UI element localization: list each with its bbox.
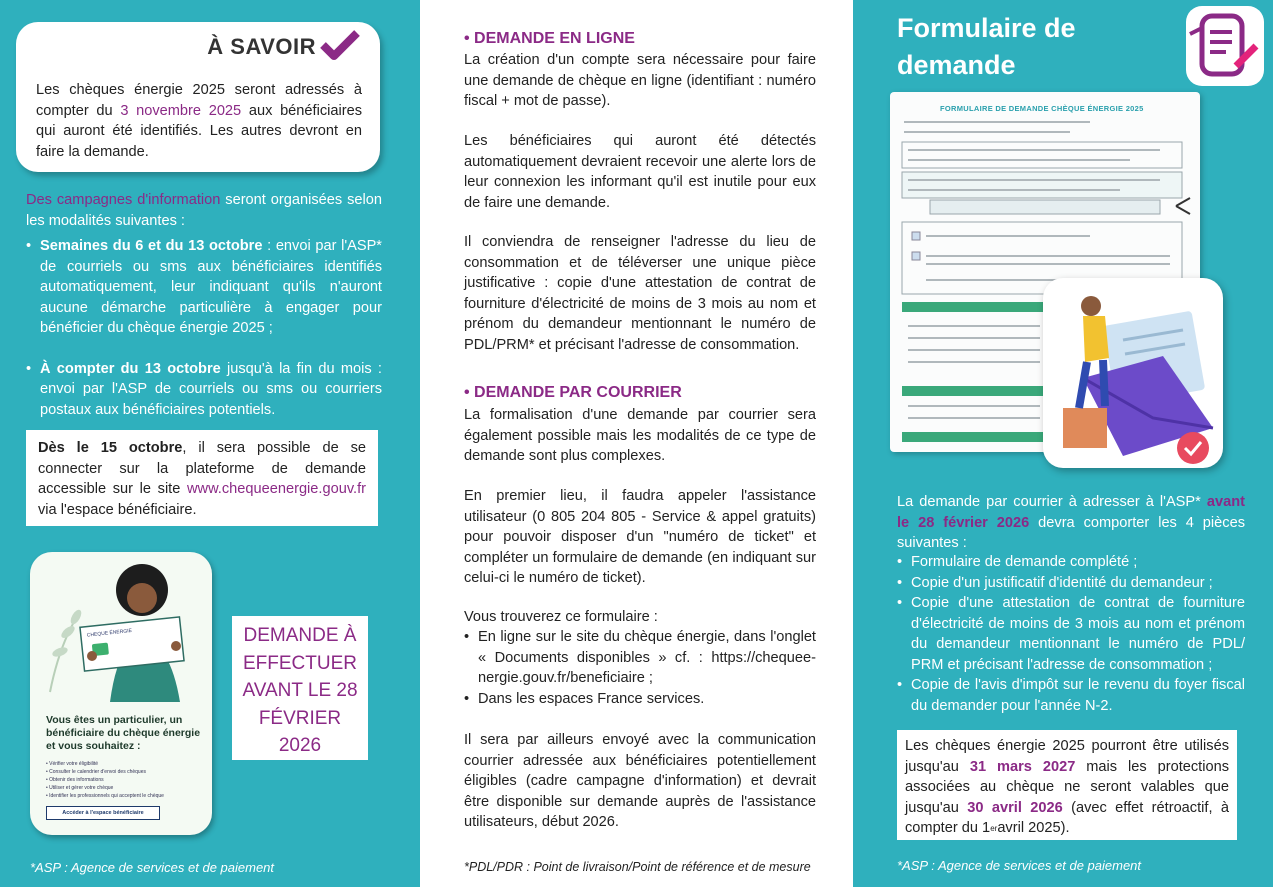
courrier-intro: La demande par courrier à adresser à l'ASP* avant le 28 février 2026 devra comporter les 4 pièces suivantes : — [897, 494, 1245, 551]
online-p3: Il conviendra de renseigner l'adresse du lieu de consommation et de téléverser une unique pièce justificative : copie d'une attestation de contrat de fourniture d'électricité de moins de 3 mois au nom et prénom du demandeur mentionnant le numéro de PDL/PRM* et précisant l'adresse de consommation. — [464, 234, 816, 353]
middle-panel — [420, 0, 853, 887]
list-item: • À compter du 13 octobre jusqu'à la fin du mois : envoi par l'ASP de courriels ou sms ou courriers postaux aux bénéficiaires potentiels. — [26, 359, 382, 421]
date-highlight: avant le 28 février 2026 — [897, 494, 1245, 531]
right-panel — [853, 0, 1273, 887]
a-savoir-box — [16, 22, 380, 172]
october-box: Dès le 15 octobre, il sera possible de se connecter sur la plateforme de demande accessible sur le site www.chequeenergie.gouv.fr via l'espace bénéficiaire. — [26, 430, 378, 526]
cheque-label: CHEQUE ÉNERGIE — [86, 627, 133, 639]
woman-holding-cheque-illustration — [30, 552, 212, 702]
a-savoir-text: Les chèques énergie 2025 seront adressés à compter du 3 novembre 2025 aux bénéficiaires qui auront été identifiés. Les autres devront en faire la demande. — [36, 82, 362, 160]
list-item: • Dans les espaces France services. — [464, 689, 816, 710]
list-item: • Utiliser et gérer votre chèque — [46, 784, 206, 792]
mail-p2: En premier lieu, il faudra appeler l'assistance utilisateur (0 805 204 805 - Service & appel gratuits) pour pouvoir disposer d'un "numéro de ticket" et compléter un formulaire de demande (en indiquant sur celui-ci le numéro de ticket). — [464, 488, 816, 586]
mail-p1: La formalisation d'une demande par courrier sera également possible mais les modalités de ce type de demande sont plus complexes. — [464, 407, 816, 464]
footnote-pdl: *PDL/PDR : Point de livraison/Point de référence et de mesure — [464, 860, 811, 874]
access-beneficiary-button: Accéder à l'espace bénéficiaire — [46, 806, 160, 820]
online-p2: Les bénéficiaires qui auront été détectés automatiquement devraient recevoir une alerte lors de leur connexion les informant qu'il est inutile pour eux de faire une demande. — [464, 133, 816, 211]
online-p1: La création d'un compte sera nécessaire pour faire une demande de chèque en ligne (identifiant : numéro fiscal + mot de passe). — [464, 52, 816, 109]
footnote-asp-right: *ASP : Agence de services et de paiement — [897, 858, 1142, 873]
envelope-illustration — [1043, 278, 1223, 468]
list-item: • Identifier les professionnels qui acceptent le chèque — [46, 792, 206, 800]
card-title: Vous êtes un particulier, un bénéficiaire du chèque énergie et vous souhaitez : — [46, 714, 201, 752]
list-item: • Copie de l'avis d'impôt sur le revenu du foyer fiscal du demander pour l'année N-2. — [897, 675, 1245, 716]
mail-p3: Vous trouverez ce formulaire : — [464, 609, 658, 625]
checkmark-icon — [320, 28, 360, 62]
list-item: • En ligne sur le site du chèque énergie, dans l'onglet « Documents disponibles » cf. : https://chequee-nergie.gouv.fr/beneficiaire ; — [464, 627, 816, 689]
list-item: • Semaines du 6 et du 13 octobre : envoi par l'ASP* de courriels ou sms aux bénéficiaires identifiés automatiquement, leur indiquant qu'ils n'auront aucune démarche particulière à engager pour bénéficier du chèque énergie 2025 ; — [26, 236, 382, 339]
pieces-list — [897, 552, 1245, 716]
website-link[interactable]: www.chequeenergie.gouv.fr — [186, 481, 366, 497]
form-document-heading: FORMULAIRE DE DEMANDE CHÈQUE ÉNERGIE 2025 — [940, 104, 1144, 113]
mail-p4: Il sera par ailleurs envoyé avec la communication courrier adressée aux bénéficiaires potentiellement éligibles (cadre campagne d'information) et devrait être disponible sur demande auprès de l'assistance utilisateurs, début 2026. — [464, 732, 816, 830]
a-savoir-title: À SAVOIR — [207, 34, 316, 59]
footnote-asp: *ASP : Agence de services et de paiement — [30, 860, 275, 875]
form-document-icon — [1186, 6, 1264, 86]
campagnes-list — [26, 236, 382, 440]
online-heading: • DEMANDE EN LIGNE — [464, 30, 635, 47]
mail-list — [464, 627, 816, 709]
list-item: • Consulter le calendrier d'envoi des chèques — [46, 768, 206, 776]
validity-box: Les chèques énergie 2025 pourront être utilisés jusqu'au 31 mars 2027 mais les protections associées au chèque ne seront valables que jusqu'au 30 avril 2026 (avec effet rétroactif, à compter du 1eravril 2025). — [897, 730, 1237, 840]
mail-heading: • DEMANDE PAR COURRIER — [464, 384, 682, 401]
deadline-box: DEMANDE À EFFECTUER AVANT LE 28 FÉVRIER 2026 — [232, 616, 368, 760]
list-item: • Copie d'un justificatif d'identité du demandeur ; — [897, 573, 1245, 594]
beneficiary-card-image — [30, 552, 212, 835]
left-panel — [0, 0, 420, 887]
list-item: • Vérifier votre éligibilité — [46, 760, 206, 768]
list-item: • Obtenir des informations — [46, 776, 206, 784]
card-list — [46, 760, 206, 800]
campagnes-intro: Des campagnes d'information seront organisées selon les modalités suivantes : — [26, 192, 382, 229]
list-item: • Copie d'une attestation de contrat de fourniture d'électricité de moins de 3 mois au nom et prénom du demandeur mentionnant le numéro de PDL/ PRM et précisant l'adresse de consommation ; — [897, 593, 1245, 675]
list-item: • Formulaire de demande complété ; — [897, 552, 1245, 573]
date-highlight: 3 novembre 2025 — [120, 102, 242, 119]
form-title: Formulaire de demande — [897, 13, 1076, 80]
